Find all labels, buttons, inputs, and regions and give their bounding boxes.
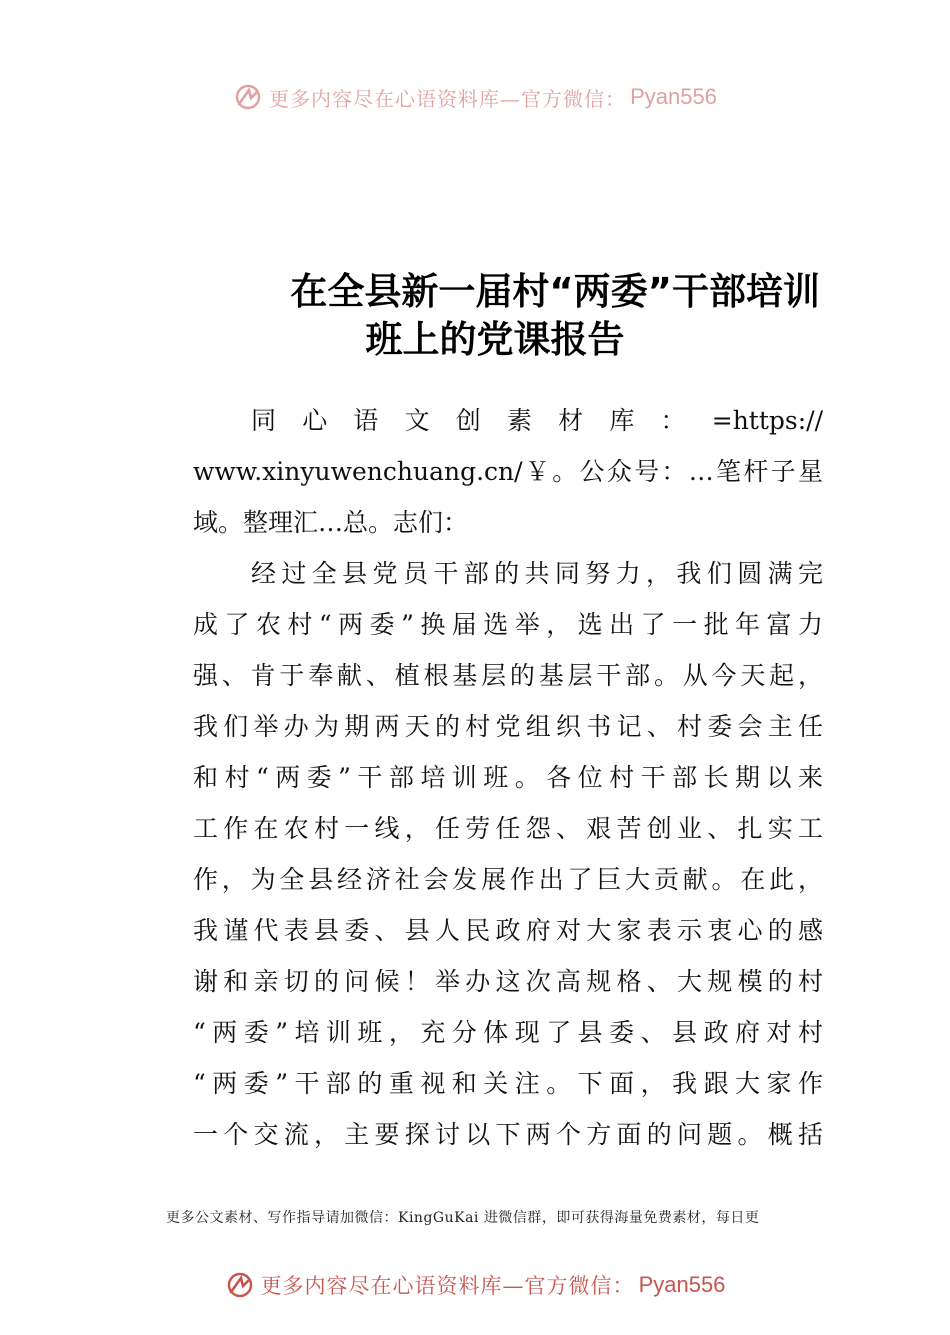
body-line: 强、肯于奉献、植根基层的基层干部。从今天起，	[193, 661, 823, 690]
body-line: 和村“两委”干部培训班。各位村干部长期以来	[193, 763, 823, 792]
watermark-text: 更多内容尽在心语资料库—官方微信：	[269, 86, 627, 111]
body-line: 域。整理汇…总。志们：	[193, 508, 469, 537]
body-line: 作，为全县经济社会发展作出了巨大贡献。在此，	[193, 865, 823, 894]
title-line-1: 在全县新一届村“两委”干部培训	[290, 270, 820, 313]
body-line: “两委”干部的重视和关注。下面，我跟大家作	[193, 1069, 823, 1098]
document-body	[193, 395, 823, 1160]
body-line: 我们举办为期两天的村党组织书记、村委会主任	[193, 712, 823, 741]
body-line: 一个交流，主要探讨以下两个方面的问题。概括	[193, 1120, 823, 1149]
body-line: 成了农村“两委”换届选举，选出了一批年富力	[193, 610, 823, 639]
body-line: 同 心 语 文 创 素 材 库 ： =https://	[251, 406, 823, 435]
bottom-watermark	[0, 1265, 950, 1305]
top-watermark	[0, 77, 950, 117]
document-title	[170, 268, 820, 364]
watermark-wechat-id: Pyan556	[630, 84, 717, 109]
body-line: www.xinyuwenchuang.cn/￥。公众号：…笔杆子星	[193, 457, 823, 486]
body-line: “两委”培训班，充分体现了县委、县政府对村	[193, 1018, 823, 1047]
body-line: 我谨代表县委、县人民政府对大家表示衷心的感	[193, 916, 823, 945]
title-line-2: 班上的党课报告	[365, 318, 625, 361]
body-line: 谢和亲切的问候！举办这次高规格、大规模的村	[193, 967, 823, 996]
watermark-text: 更多内容尽在心语资料库—官方微信：	[260, 1274, 635, 1298]
brand-logo-icon	[233, 82, 263, 112]
body-line: 经过全县党员干部的共同努力，我们圆满完	[251, 559, 823, 588]
body-line: 工作在农村一线，任劳任怨、艰苦创业、扎实工	[193, 814, 823, 843]
watermark-wechat-id: Pyan556	[638, 1272, 726, 1297]
brand-logo-icon	[225, 1270, 255, 1300]
footer-note: 更多公文素材、写作指导请加微信：KingGuKai 进微信群，即可获得海量免费素材，每日更	[166, 1210, 760, 1226]
